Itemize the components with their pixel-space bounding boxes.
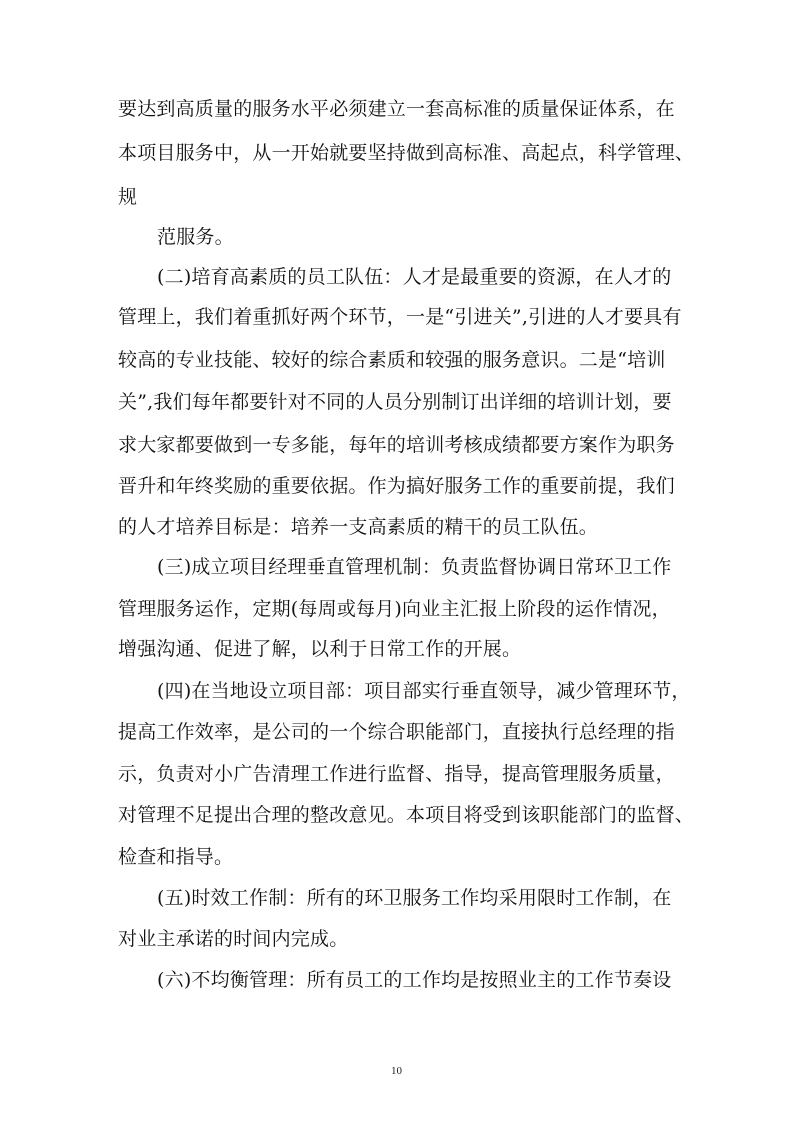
text-line: 的人才培养目标是：培养一支高素质的精干的员工队伍。 (118, 516, 599, 538)
text-line: 示，负责对小广告清理工作进行监督、指导，提高管理服务质量， (118, 763, 675, 785)
text-line: (六)不均衡管理：所有员工的工作均是按照业主的工作节奏设 (157, 969, 672, 991)
text-line: 检查和指导。 (118, 846, 234, 868)
text-line: 管理服务运作，定期(每周或每月)向业主汇报上阶段的运作情况， (118, 598, 671, 620)
text-line: 对业主承诺的时间内完成。 (118, 928, 349, 950)
text-line: 要达到高质量的服务水平必须建立一套高标准的质量保证体系，在 (118, 98, 675, 120)
text-line: 较高的专业技能、较好的综合素质和较强的服务意识。二是“培训 (118, 349, 666, 371)
text-line: (四)在当地设立项目部：项目部实行垂直领导，减少管理环节， (157, 680, 691, 702)
text-line: 管理上，我们着重抓好两个环节，一是“引进关”,引进的人才要具有 (118, 306, 682, 328)
text-line: (二)培育高素质的员工队伍：人才是最重要的资源，在人才的 (157, 266, 672, 288)
text-line: 本项目服务中，从一开始就要坚持做到高标准、高起点，科学管理、 (118, 142, 695, 164)
text-line: 晋升和年终奖励的重要依据。作为搞好服务工作的重要前提，我们 (118, 475, 675, 497)
text-line: 对管理不足提出合理的整改意见。本项目将受到该职能部门的监督、 (118, 804, 695, 826)
text-line: (三)成立项目经理垂直管理机制：负责监督协调日常环卫工作 (157, 556, 672, 578)
text-line: (五)时效工作制：所有的环卫服务工作均采用限时工作制，在 (157, 887, 672, 909)
page-number: 10 (391, 1065, 402, 1077)
text-line: 增强沟通、促进了解，以利于日常工作的开展。 (118, 638, 522, 660)
text-line: 关”,我们每年都要针对不同的人员分别制订出详细的培训计划，要 (118, 391, 672, 413)
text-line: 提高工作效率，是公司的一个综合职能部门，直接执行总经理的指 (118, 721, 675, 743)
text-line: 求大家都要做到一专多能，每年的培训考核成绩都要方案作为职务 (118, 434, 675, 456)
text-line: 范服务。 (157, 226, 234, 248)
text-line: 规 (118, 186, 138, 208)
